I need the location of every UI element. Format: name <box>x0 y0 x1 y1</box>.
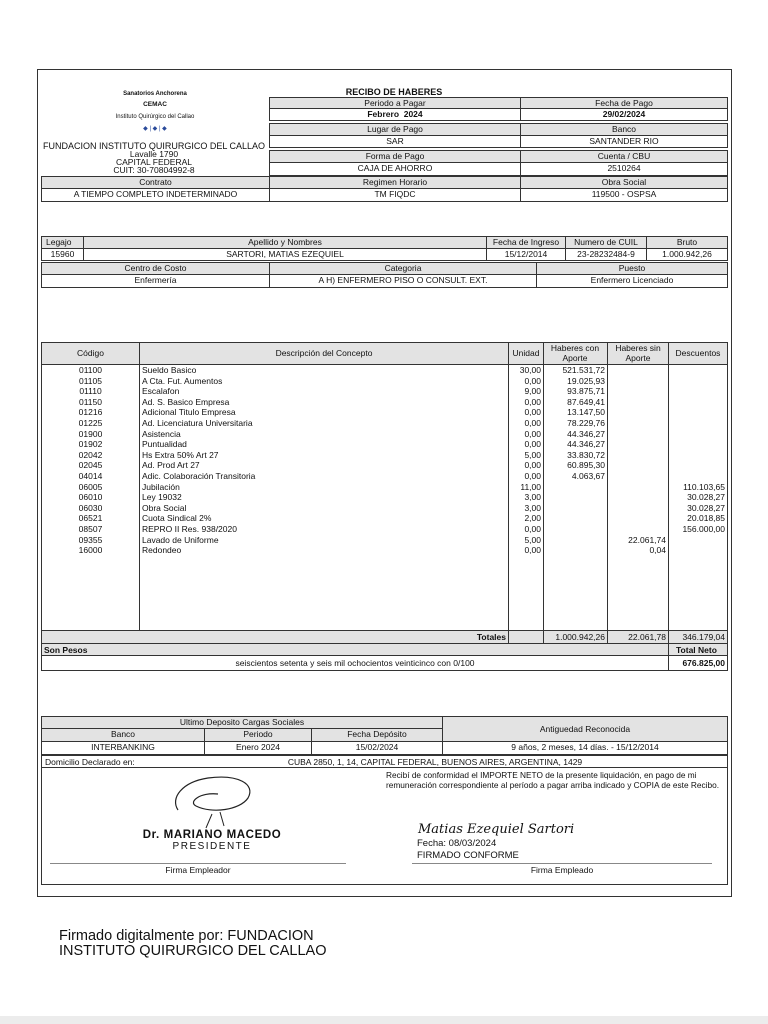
concept-con-aporte: 60.895,30 <box>567 460 605 471</box>
concept-unidad: 0,00 <box>524 428 541 439</box>
total-con-aporte: 1.000.942,26 <box>555 632 605 642</box>
concept-descuentos: 156.000,00 <box>682 523 725 534</box>
firma-empleado: Firma Empleado <box>530 865 594 875</box>
concept-codigo: 01150 <box>78 396 102 407</box>
forma-label: Forma de Pago <box>269 150 521 163</box>
forma-value: CAJA DE AHORRO <box>269 162 521 176</box>
concept-sin-aporte <box>608 386 666 397</box>
categoria-label: Categoria <box>269 262 537 275</box>
concept-con-aporte: 44.346,27 <box>567 428 605 439</box>
concept-descripcion: Lavado de Uniforme <box>142 534 219 545</box>
nombre-value: SARTORI, MATIAS EZEQUIEL <box>83 248 487 261</box>
regimen-label: Regimen Horario <box>269 176 521 189</box>
concept-sin-aporte: 0,04 <box>649 545 666 556</box>
concept-unidad: 5,00 <box>524 449 541 460</box>
concept-codigo: 06005 <box>78 481 103 492</box>
header-unidad: Unidad <box>512 348 540 358</box>
concept-sin-aporte <box>608 429 666 440</box>
concept-descuentos: 30.028,27 <box>687 502 725 513</box>
deposit-periodo-label: Periodo <box>204 728 312 742</box>
concept-descuentos <box>669 545 725 556</box>
nombre-label: Apellido y Nombres <box>83 236 487 249</box>
concept-con-aporte: 87.649,41 <box>567 396 605 407</box>
obra-social-label: Obra Social <box>520 176 728 189</box>
total-sin-aporte: 22.061,78 <box>628 632 666 642</box>
firma-empleador: Firma Empleador <box>165 865 231 875</box>
concept-codigo: 06010 <box>78 492 103 503</box>
concept-unidad: 30,00 <box>519 365 541 375</box>
concept-con-aporte <box>544 513 605 524</box>
logo-line-3: Instituto Quirúrgico del Callao <box>115 114 195 120</box>
descuentos-column <box>669 365 725 556</box>
concept-codigo: 01225 <box>78 417 103 428</box>
concept-descuentos <box>669 429 725 440</box>
concept-descuentos <box>669 386 725 397</box>
concept-con-aporte <box>544 535 605 546</box>
header-descripcion: Descripción del Concepto <box>275 348 373 358</box>
concept-sin-aporte <box>608 407 666 418</box>
deposit-header: Ultimo Deposito Cargas Sociales <box>41 716 443 729</box>
header-sin-aporte: Haberes sin Aporte <box>615 343 661 363</box>
son-pesos-label: Son Pesos <box>44 645 88 655</box>
concept-unidad: 0,00 <box>524 439 541 450</box>
deposit-fecha-value: 15/02/2024 <box>311 741 443 755</box>
concept-codigo: 01100 <box>78 365 102 375</box>
employer-signature-graphic <box>160 770 280 832</box>
company-address: Lavalle 1790 <box>129 149 179 159</box>
concept-con-aporte: 78.229,76 <box>567 417 605 428</box>
digital-signature-line-1: Firmado digitalmente por: FUNDACION <box>59 928 314 944</box>
concept-descripcion: Obra Social <box>142 502 187 513</box>
concept-descripcion: Sueldo Basico <box>142 365 197 375</box>
concept-descuentos: 30.028,27 <box>687 492 725 503</box>
concept-codigo: 04014 <box>78 470 103 481</box>
ingreso-value: 15/12/2014 <box>486 248 566 261</box>
concept-sin-aporte: 22.061,74 <box>628 534 666 545</box>
total-neto-value: 676.825,00 <box>682 658 725 668</box>
concept-con-aporte: 19.025,93 <box>567 375 605 386</box>
con-aporte-column <box>544 365 605 556</box>
legajo-label: Legajo <box>41 236 84 249</box>
cuenta-value: 2510264 <box>520 162 728 176</box>
cuil-value: 23-28232484-9 <box>565 248 647 261</box>
contrato-value: A TIEMPO COMPLETO INDETERMINADO <box>41 188 270 202</box>
concept-descuentos <box>669 376 725 387</box>
concept-codigo: 08507 <box>78 523 103 534</box>
logo-mark: ◆ | ◆ | ◆ <box>143 126 167 132</box>
concept-con-aporte <box>544 492 605 503</box>
concept-codigo: 01110 <box>79 386 102 397</box>
banco-label: Banco <box>520 123 728 136</box>
concept-unidad: 9,00 <box>524 386 541 397</box>
bruto-label: Bruto <box>646 236 728 249</box>
concept-codigo: 01902 <box>78 439 103 450</box>
employer-name: Dr. MARIANO MACEDO <box>142 829 282 841</box>
concept-unidad: 0,00 <box>524 396 541 407</box>
concept-unidad: 3,00 <box>524 502 541 513</box>
concept-descuentos <box>669 439 725 450</box>
concept-descripcion: Jubilación <box>142 481 180 492</box>
concept-con-aporte: 13.147,50 <box>567 407 605 418</box>
header-codigo: Código <box>77 348 104 358</box>
ingreso-label: Fecha de Ingreso <box>486 236 566 249</box>
concept-descripcion: Ley 19032 <box>142 492 182 503</box>
descripcion-column <box>142 365 506 556</box>
concept-sin-aporte <box>608 513 666 524</box>
concept-sin-aporte <box>608 460 666 471</box>
concept-con-aporte <box>544 524 605 535</box>
deposit-fecha-label: Fecha Depósito <box>311 728 443 742</box>
employer-title: PRESIDENTE <box>172 841 252 852</box>
concept-descuentos <box>669 365 725 376</box>
periodo-label: Periodo a Pagar <box>269 97 521 109</box>
receipt-title: RECIBO DE HABERES <box>345 87 443 97</box>
concept-unidad: 2,00 <box>524 513 541 524</box>
concept-descripcion: Cuota Sindical 2% <box>142 513 212 524</box>
company-cuit: CUIT: 30-70804992-8 <box>113 165 195 175</box>
concept-descuentos <box>669 460 725 471</box>
concept-descuentos <box>669 450 725 461</box>
concept-con-aporte <box>544 545 605 556</box>
concept-codigo: 02045 <box>78 460 103 471</box>
lugar-value: SAR <box>269 135 521 148</box>
concept-descripcion: A Cta. Fut. Aumentos <box>142 375 223 386</box>
concept-codigo: 06030 <box>78 502 103 513</box>
concept-descripcion: Adic. Colaboración Transitoria <box>142 470 256 481</box>
regimen-value: TM FIQDC <box>269 188 521 202</box>
concept-descuentos: 20.018,85 <box>687 513 725 524</box>
puesto-label: Puesto <box>536 262 728 275</box>
logo-line-1: Sanatorios Anchorena <box>123 91 187 97</box>
domicilio-value: CUBA 2850, 1, 14, CAPITAL FEDERAL, BUENOS AIRES, ARGENTINA, 1429 <box>287 757 583 767</box>
concept-descripcion: Adicional Titulo Empresa <box>142 407 236 418</box>
obra-social-value: 119500 - OSPSA <box>520 188 728 202</box>
lugar-label: Lugar de Pago <box>269 123 521 136</box>
concept-codigo: 01216 <box>78 407 103 418</box>
concept-descripcion: Asistencia <box>142 428 181 439</box>
concept-unidad: 3,00 <box>524 492 541 503</box>
concept-sin-aporte <box>608 524 666 535</box>
logo-line-2: CEMAC <box>143 101 167 108</box>
concept-sin-aporte <box>608 503 666 514</box>
concept-sin-aporte <box>608 376 666 387</box>
concept-unidad: 0,00 <box>524 460 541 471</box>
concept-sin-aporte <box>608 492 666 503</box>
concept-con-aporte <box>544 503 605 514</box>
concept-con-aporte: 33.830,72 <box>567 449 605 460</box>
concept-sin-aporte <box>608 482 666 493</box>
concept-descripcion: Escalafon <box>142 386 180 397</box>
concept-unidad: 0,00 <box>524 470 541 481</box>
centro-value: Enfermería <box>41 274 270 288</box>
concept-descripcion: Hs Extra 50% Art 27 <box>142 449 219 460</box>
concept-descuentos <box>669 471 725 482</box>
concept-con-aporte: 44.346,27 <box>567 439 605 450</box>
total-descuentos: 346.179,04 <box>682 632 725 642</box>
concept-unidad: 0,00 <box>524 523 541 534</box>
concept-codigo: 06521 <box>78 513 103 524</box>
cuenta-label: Cuenta / CBU <box>520 150 728 163</box>
concept-descripcion: Ad. S. Basico Empresa <box>142 396 230 407</box>
concept-codigo: 01105 <box>78 375 102 386</box>
deposit-banco-value: INTERBANKING <box>41 741 205 755</box>
totales-label: Totales <box>476 632 506 642</box>
concept-codigo: 16000 <box>78 545 103 556</box>
puesto-value: Enfermero Licenciado <box>536 274 728 288</box>
concept-con-aporte: 521.531,72 <box>562 365 605 375</box>
concept-unidad: 5,00 <box>524 534 541 545</box>
concept-unidad: 0,00 <box>524 545 541 556</box>
total-neto-label: Total Neto <box>676 645 717 655</box>
concept-sin-aporte <box>608 418 666 429</box>
unidad-column <box>509 365 541 556</box>
concept-descripcion: Ad. Licenciatura Universitaria <box>142 417 253 428</box>
concept-sin-aporte <box>608 365 666 376</box>
bruto-value: 1.000.942,26 <box>646 248 728 261</box>
header-descuentos: Descuentos <box>675 348 721 358</box>
concept-sin-aporte <box>608 439 666 450</box>
concept-descuentos <box>669 535 725 546</box>
header-con-aporte: Haberes con Aporte <box>550 343 600 363</box>
firmado-conforme: FIRMADO CONFORME <box>417 850 519 861</box>
concept-descripcion: Redondeo <box>142 545 182 556</box>
concept-descuentos <box>669 397 725 408</box>
contrato-label: Contrato <box>41 176 270 189</box>
antiguedad-value: 9 años, 2 meses, 14 días. - 15/12/2014 <box>442 741 728 755</box>
concept-codigo: 01900 <box>78 428 103 439</box>
cuil-label: Numero de CUIL <box>565 236 647 249</box>
categoria-value: A H) ENFERMERO PISO O CONSULT. EXT. <box>269 274 537 288</box>
concept-con-aporte <box>544 482 605 493</box>
legajo-value: 15960 <box>41 248 84 261</box>
fecha-pago-label: Fecha de Pago <box>520 97 728 109</box>
centro-label: Centro de Costo <box>41 262 270 275</box>
conformidad-text: Recibí de conformidad el IMPORTE NETO de la presente liquidación, en pago de mi remuneración correspondiente al período a pagar arriba indicado y COPIA de este Recibo. <box>386 770 719 790</box>
concept-descuentos: 110.103,65 <box>683 481 725 492</box>
fecha-firma: Fecha: 08/03/2024 <box>417 838 497 849</box>
banco-value: SANTANDER RIO <box>520 135 728 148</box>
sin-aporte-column <box>608 365 666 556</box>
concept-con-aporte: 93.875,71 <box>567 386 605 397</box>
concept-sin-aporte <box>608 450 666 461</box>
periodo-value: Febrero 2024 <box>269 108 521 121</box>
deposit-periodo-value: Enero 2024 <box>204 741 312 755</box>
digital-signature-line-2: INSTITUTO QUIRURGICO DEL CALLAO <box>59 943 327 959</box>
company-city: CAPITAL FEDERAL <box>115 157 193 167</box>
concept-unidad: 0,00 <box>524 375 541 386</box>
concept-descuentos <box>669 418 725 429</box>
antiguedad-label: Antiguedad Reconocida <box>442 716 728 742</box>
codigo-column <box>42 365 139 556</box>
company-name: FUNDACION INSTITUTO QUIRURGICO DEL CALLAO <box>42 141 266 151</box>
concept-descripcion: Puntualidad <box>142 439 187 450</box>
deposit-banco-label: Banco <box>41 728 205 742</box>
concept-unidad: 0,00 <box>524 417 541 428</box>
concept-descripcion: Ad. Prod Art 27 <box>142 460 200 471</box>
concept-unidad: 11,00 <box>520 481 541 492</box>
employee-signature: Matias Ezequiel Sartori <box>418 822 575 837</box>
concept-sin-aporte <box>608 471 666 482</box>
concept-descripcion: REPRO II Res. 938/2020 <box>142 523 237 534</box>
concept-sin-aporte <box>608 397 666 408</box>
concept-codigo: 09355 <box>78 534 103 545</box>
son-pesos-value: seiscientos setenta y seis mil ochocientos veinticinco con 0/100 <box>235 658 475 668</box>
concept-unidad: 0,00 <box>524 407 541 418</box>
domicilio-label: Domicilio Declarado en: <box>45 757 135 767</box>
page-bottom-strip <box>0 1016 768 1024</box>
concept-con-aporte: 4.063,67 <box>571 470 605 481</box>
fecha-pago-value: 29/02/2024 <box>520 108 728 121</box>
concept-descuentos <box>669 407 725 418</box>
concept-codigo: 02042 <box>78 449 103 460</box>
